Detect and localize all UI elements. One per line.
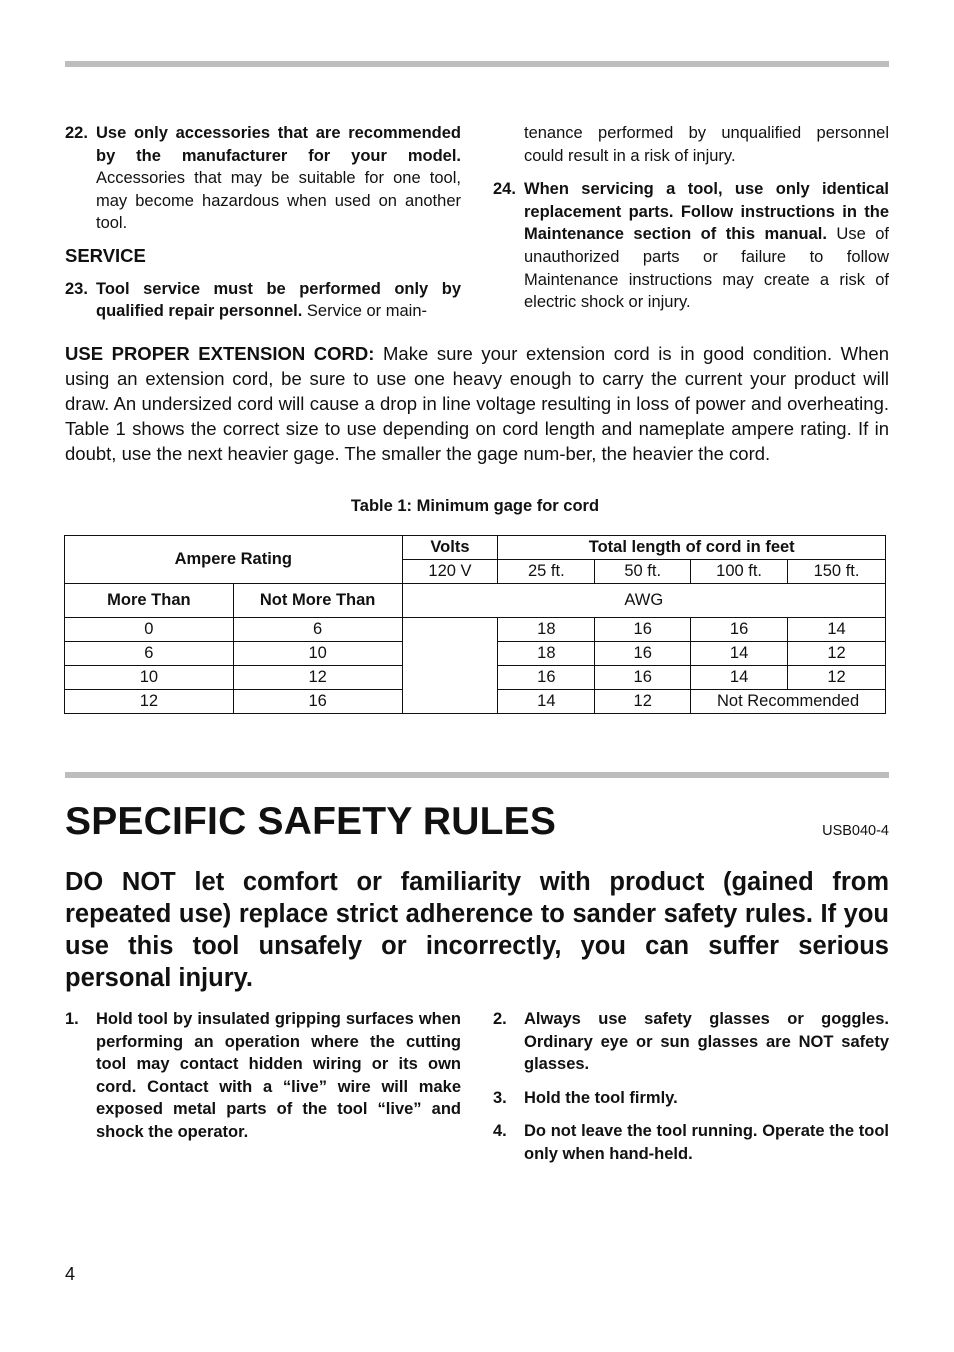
service-heading: SERVICE: [65, 244, 146, 266]
rule-text: Do not leave the tool running. Operate the tool only when hand-held.: [524, 1122, 889, 1163]
document-code: USB040-4: [822, 823, 889, 839]
extension-cord-paragraph: [65, 341, 889, 466]
ampere-rating-header: Ampere Rating: [65, 536, 403, 584]
more-than-cell: 10: [65, 666, 234, 690]
table-row: [65, 618, 886, 642]
top-right-column: [493, 122, 889, 314]
volt-value: 120 V: [402, 560, 498, 584]
gage-cell: 14: [691, 666, 788, 690]
extension-cord-text: Make sure your extension cord is in good condition. When using an extension cord, be sure to use one heavy enough to carry the current your product will draw. An undersized cord will cause a drop in line voltage resulting in loss of power and overheating. Table 1 shows the correct size to use depending on cord length and nameplate ampere rating. If in doubt, use the next heavier gage. The smaller the gage num-ber, the heavier the cord.: [65, 343, 889, 464]
rule-number: 4.: [493, 1122, 507, 1141]
rule-bold-text: When servicing a tool, use only identical replacement parts. Follow instructions in the Maintenance section of this manual.: [524, 180, 889, 244]
rule-text: Hold tool by insulated gripping surfaces when performing an operation where the cutting tool may contact hidden wiring or its own cord. Contact with a “live” wire will make exposed metal parts of the tool “live” and shock the operator.: [96, 1010, 461, 1141]
length-50: 50 ft.: [595, 560, 691, 584]
bottom-left-column: [65, 1008, 461, 1144]
rule-24: [493, 178, 889, 314]
gage-cell: 18: [498, 618, 595, 642]
rule-23: [65, 278, 461, 323]
not-more-than-cell: 12: [233, 666, 402, 690]
gage-cell: 16: [595, 642, 691, 666]
section-title: SPECIFIC SAFETY RULES: [65, 800, 557, 843]
specific-rule-2: [493, 1008, 889, 1076]
not-recommended-cell: Not Recommended: [691, 690, 886, 714]
more-than-cell: 0: [65, 618, 234, 642]
gage-cell: 14: [691, 642, 788, 666]
not-more-than-header: Not More Than: [233, 584, 402, 618]
rule-bold-text: Tool service must be performed only by qualified repair personnel.: [96, 279, 461, 321]
specific-rule-3: [493, 1087, 889, 1110]
more-than-header: More Than: [65, 584, 234, 618]
rule-number: 22.: [65, 124, 88, 142]
rule-number: 24.: [493, 180, 516, 199]
table-header-row: [65, 536, 886, 560]
rule-number: 2.: [493, 1010, 507, 1028]
not-more-than-cell: 6: [233, 618, 402, 642]
rule-text: Accessories that may be suitable for one tool, may become hazardous when used on another tool.: [96, 169, 461, 233]
rule-text: Service or main-: [302, 302, 428, 321]
rule-number: 23.: [65, 279, 88, 298]
rule-text: Always use safety glasses or goggles. Ordinary eye or sun glasses are NOT safety glasses.: [524, 1010, 889, 1074]
gage-cell: 16: [691, 618, 788, 642]
table-awg-row: [65, 584, 886, 618]
rule-bold-text: Use only accessories that are recommended by the manufacturer for your model.: [96, 124, 461, 165]
safety-warning: DO NOT let comfort or familiarity with product (gained from repeated use) replace strict adherence to sander safety rules. If you use this tool unsafely or incorrectly, you can suffer serious personal injury.: [65, 868, 889, 992]
more-than-cell: 12: [65, 690, 234, 714]
section-divider: [65, 772, 889, 778]
rule-22: [65, 122, 461, 235]
specific-rule-4: [493, 1120, 889, 1165]
rule-23-continued: [493, 122, 889, 167]
extension-cord-lead: USE PROPER EXTENSION CORD:: [65, 343, 375, 364]
gage-cell: 16: [595, 618, 691, 642]
gage-cell: 14: [498, 690, 595, 714]
rule-text: Hold the tool firmly.: [524, 1088, 678, 1107]
not-more-than-cell: 16: [233, 690, 402, 714]
gage-cell: 18: [498, 642, 595, 666]
gage-cell: 14: [788, 618, 886, 642]
gage-cell: 12: [788, 642, 886, 666]
cord-gage-table: [64, 535, 886, 714]
rule-text: Use of unauthorized parts or failure to follow Maintenance instructions may create a risk of electric shock or injury.: [524, 225, 889, 312]
gage-cell: 16: [595, 666, 691, 690]
length-150: 150 ft.: [788, 560, 886, 584]
page-number: 4: [65, 1264, 76, 1284]
top-left-column: [65, 122, 461, 323]
bottom-right-column: [493, 1008, 889, 1166]
volts-header: Volts: [402, 536, 498, 560]
more-than-cell: 6: [65, 642, 234, 666]
awg-header: AWG: [402, 584, 885, 618]
rule-number: 3.: [493, 1088, 507, 1107]
not-more-than-cell: 10: [233, 642, 402, 666]
gage-cell: 16: [498, 666, 595, 690]
total-length-header: Total length of cord in feet: [498, 536, 886, 560]
gage-cell: 12: [595, 690, 691, 714]
rule-text: tenance performed by unqualified personnel could result in a risk of injury.: [524, 124, 889, 165]
length-100: 100 ft.: [691, 560, 788, 584]
length-25: 25 ft.: [498, 560, 595, 584]
specific-rule-1: [65, 1008, 461, 1144]
rule-number: 1.: [65, 1010, 79, 1028]
top-divider: [65, 61, 889, 67]
table-caption: Table 1: Minimum gage for cord: [350, 497, 600, 515]
gage-cell: 12: [788, 666, 886, 690]
volts-empty-cell: [402, 618, 498, 714]
